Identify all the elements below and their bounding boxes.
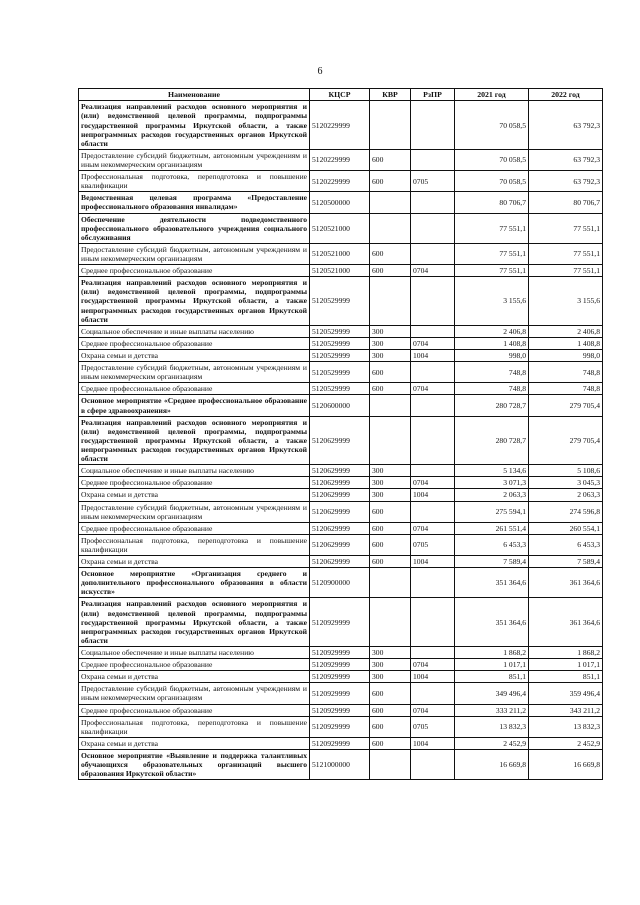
row-2022-cell: 343 211,2 (529, 704, 603, 716)
row-2022-cell: 748,8 (529, 383, 603, 395)
table-row (79, 395, 603, 416)
row-kvr-cell: 300 (370, 349, 411, 361)
table-row (79, 416, 603, 465)
row-name-cell: Основное мероприятие «Организация среднего и дополнительного профессионального образования в области искусств» (79, 568, 310, 598)
row-rzpr-cell (411, 101, 455, 150)
row-2021-cell: 1 868,2 (455, 647, 529, 659)
row-2022-cell: 361 364,6 (529, 568, 603, 598)
header-name: Наименование (79, 89, 310, 101)
row-name-cell: Обеспечение деятельности подведомственного профессионального образовательного учреждения социального обслуживания (79, 213, 310, 243)
row-2021-cell: 7 589,4 (455, 556, 529, 568)
row-2022-cell: 274 596,8 (529, 501, 603, 522)
row-rzpr-cell: 1004 (411, 556, 455, 568)
row-2021-cell: 77 551,1 (455, 213, 529, 243)
row-kcsr-cell: 5120600000 (310, 395, 370, 416)
row-2021-cell: 80 706,7 (455, 192, 529, 213)
row-kcsr-cell: 5120629999 (310, 534, 370, 555)
row-kcsr-cell: 5120929999 (310, 737, 370, 749)
header-row (79, 89, 603, 101)
row-kcsr-cell: 5120521000 (310, 265, 370, 277)
table-row (79, 534, 603, 555)
row-2021-cell: 3 071,3 (455, 477, 529, 489)
row-kcsr-cell: 5120521000 (310, 213, 370, 243)
table-row (79, 556, 603, 568)
table-row (79, 477, 603, 489)
row-name-cell: Среднее профессиональное образование (79, 337, 310, 349)
row-rzpr-cell: 0704 (411, 337, 455, 349)
row-2022-cell: 2 406,8 (529, 325, 603, 337)
row-2022-cell: 361 364,6 (529, 598, 603, 647)
row-kcsr-cell: 5120629999 (310, 416, 370, 465)
row-rzpr-cell: 0705 (411, 171, 455, 192)
row-name-cell: Предоставление субсидий бюджетным, автономным учреждениям и иным некоммерческим организациям (79, 362, 310, 383)
row-name-cell: Реализация направлений расходов основного мероприятия и (или) ведомственной целевой программы, подпрограммы государственной программы Иркутской области, а также непрограммных расходов государственных органов Иркутской области (79, 598, 310, 647)
row-rzpr-cell: 1004 (411, 671, 455, 683)
row-kcsr-cell: 5120929999 (310, 716, 370, 737)
row-2022-cell: 1 017,1 (529, 659, 603, 671)
row-name-cell: Социальное обеспечение и иные выплаты населению (79, 465, 310, 477)
row-2021-cell: 77 551,1 (455, 265, 529, 277)
page-number: 6 (317, 66, 323, 77)
table-row (79, 101, 603, 150)
row-2021-cell: 70 058,5 (455, 171, 529, 192)
table-row (79, 501, 603, 522)
row-name-cell: Основное мероприятие «Среднее профессиональное образование в сфере здравоохранения» (79, 395, 310, 416)
row-name-cell: Реализация направлений расходов основного мероприятия и (или) ведомственной целевой программы, подпрограммы государственной программы Иркутской области, а также непрограммных расходов государственных органов Иркутской области (79, 101, 310, 150)
header-kvr: КВР (370, 89, 411, 101)
row-2022-cell: 279 705,4 (529, 416, 603, 465)
row-2021-cell: 5 134,6 (455, 465, 529, 477)
table-row (79, 325, 603, 337)
row-name-cell: Охрана семьи и детства (79, 737, 310, 749)
row-name-cell: Среднее профессиональное образование (79, 522, 310, 534)
row-2021-cell: 333 211,2 (455, 704, 529, 716)
row-kvr-cell: 600 (370, 556, 411, 568)
row-rzpr-cell (411, 362, 455, 383)
row-kvr-cell: 600 (370, 362, 411, 383)
row-2022-cell: 5 108,6 (529, 465, 603, 477)
row-kcsr-cell: 5120929999 (310, 647, 370, 659)
row-rzpr-cell (411, 465, 455, 477)
row-2021-cell: 748,8 (455, 383, 529, 395)
table-row (79, 489, 603, 501)
row-rzpr-cell: 1004 (411, 489, 455, 501)
row-2022-cell: 63 792,3 (529, 149, 603, 170)
row-rzpr-cell: 0705 (411, 534, 455, 555)
table-row (79, 465, 603, 477)
row-kcsr-cell: 5120629999 (310, 465, 370, 477)
row-2022-cell: 7 589,4 (529, 556, 603, 568)
row-kvr-cell: 300 (370, 659, 411, 671)
row-name-cell: Охрана семьи и детства (79, 556, 310, 568)
row-kvr-cell (370, 277, 411, 326)
table-row (79, 598, 603, 647)
row-name-cell: Предоставление субсидий бюджетным, автономным учреждениям и иным некоммерческим организациям (79, 501, 310, 522)
row-kcsr-cell: 5120500000 (310, 192, 370, 213)
row-2021-cell: 6 453,3 (455, 534, 529, 555)
row-kvr-cell: 300 (370, 647, 411, 659)
row-name-cell: Профессиональная подготовка, переподготовка и повышение квалификации (79, 171, 310, 192)
row-kvr-cell (370, 416, 411, 465)
row-rzpr-cell (411, 213, 455, 243)
row-2022-cell: 63 792,3 (529, 101, 603, 150)
row-2021-cell: 2 063,3 (455, 489, 529, 501)
row-name-cell: Среднее профессиональное образование (79, 265, 310, 277)
row-name-cell: Среднее профессиональное образование (79, 477, 310, 489)
row-rzpr-cell: 0705 (411, 716, 455, 737)
table-row (79, 149, 603, 170)
table-row (79, 704, 603, 716)
row-kcsr-cell: 5120929999 (310, 671, 370, 683)
row-2021-cell: 748,8 (455, 362, 529, 383)
row-2022-cell: 77 551,1 (529, 265, 603, 277)
row-rzpr-cell: 1004 (411, 737, 455, 749)
row-kvr-cell: 600 (370, 243, 411, 264)
table-row (79, 213, 603, 243)
row-2021-cell: 70 058,5 (455, 149, 529, 170)
row-2021-cell: 70 058,5 (455, 101, 529, 150)
row-kvr-cell (370, 750, 411, 780)
row-2022-cell: 6 453,3 (529, 534, 603, 555)
table-row (79, 750, 603, 780)
budget-table (78, 88, 603, 780)
row-kvr-cell (370, 213, 411, 243)
row-kvr-cell: 300 (370, 477, 411, 489)
row-2022-cell: 80 706,7 (529, 192, 603, 213)
row-2021-cell: 998,0 (455, 349, 529, 361)
row-rzpr-cell: 0704 (411, 477, 455, 489)
row-kcsr-cell: 5120529999 (310, 325, 370, 337)
row-kvr-cell (370, 395, 411, 416)
row-2021-cell: 280 728,7 (455, 416, 529, 465)
row-kvr-cell: 600 (370, 265, 411, 277)
row-name-cell: Профессиональная подготовка, переподготовка и повышение квалификации (79, 534, 310, 555)
row-2022-cell: 2 063,3 (529, 489, 603, 501)
header-rzpr: РзПР (411, 89, 455, 101)
row-name-cell: Реализация направлений расходов основного мероприятия и (или) ведомственной целевой программы, подпрограммы государственной программы Иркутской области, а также непрограммных расходов государственных органов Иркутской области (79, 416, 310, 465)
row-kvr-cell (370, 598, 411, 647)
row-kcsr-cell: 5120629999 (310, 489, 370, 501)
row-kvr-cell: 600 (370, 149, 411, 170)
row-kcsr-cell: 5120929999 (310, 598, 370, 647)
row-kcsr-cell: 5120900000 (310, 568, 370, 598)
header-kcsr: КЦСР (310, 89, 370, 101)
table-header (79, 89, 603, 101)
row-2021-cell: 16 669,8 (455, 750, 529, 780)
table-row (79, 383, 603, 395)
row-name-cell: Охрана семьи и детства (79, 349, 310, 361)
table-row (79, 362, 603, 383)
row-rzpr-cell (411, 395, 455, 416)
table-row (79, 349, 603, 361)
row-rzpr-cell (411, 598, 455, 647)
row-kvr-cell: 300 (370, 337, 411, 349)
row-name-cell: Реализация направлений расходов основного мероприятия и (или) ведомственной целевой программы, подпрограммы государственной программы Иркутской области, а также непрограммных расходов государственных органов Иркутской области (79, 277, 310, 326)
table-row (79, 171, 603, 192)
row-kvr-cell (370, 568, 411, 598)
row-kcsr-cell: 5120229999 (310, 149, 370, 170)
row-name-cell: Среднее профессиональное образование (79, 383, 310, 395)
row-name-cell: Предоставление субсидий бюджетным, автономным учреждениям и иным некоммерческим организациям (79, 149, 310, 170)
row-rzpr-cell (411, 192, 455, 213)
row-2022-cell: 260 554,1 (529, 522, 603, 534)
row-2021-cell: 1 408,8 (455, 337, 529, 349)
table-row (79, 716, 603, 737)
row-kvr-cell: 600 (370, 534, 411, 555)
row-2022-cell: 77 551,1 (529, 213, 603, 243)
row-kcsr-cell: 5120529999 (310, 349, 370, 361)
row-name-cell: Основное мероприятие «Выявление и поддержка талантливых обучающихся образовательных организаций высшего образования Иркутской области» (79, 750, 310, 780)
row-kcsr-cell: 5120229999 (310, 171, 370, 192)
row-kvr-cell: 600 (370, 501, 411, 522)
row-2021-cell: 77 551,1 (455, 243, 529, 264)
row-2022-cell: 998,0 (529, 349, 603, 361)
row-2021-cell: 3 155,6 (455, 277, 529, 326)
row-rzpr-cell: 0704 (411, 522, 455, 534)
row-2022-cell: 1 408,8 (529, 337, 603, 349)
row-kvr-cell: 600 (370, 716, 411, 737)
row-rzpr-cell (411, 277, 455, 326)
row-name-cell: Среднее профессиональное образование (79, 659, 310, 671)
row-2022-cell: 3 155,6 (529, 277, 603, 326)
row-2022-cell: 13 832,3 (529, 716, 603, 737)
row-2022-cell: 851,1 (529, 671, 603, 683)
row-rzpr-cell: 0704 (411, 659, 455, 671)
table-row (79, 243, 603, 264)
row-kcsr-cell: 5120929999 (310, 683, 370, 704)
row-kvr-cell: 300 (370, 489, 411, 501)
row-kcsr-cell: 5120521000 (310, 243, 370, 264)
row-2022-cell: 2 452,9 (529, 737, 603, 749)
row-kvr-cell: 300 (370, 465, 411, 477)
row-kcsr-cell: 5120529999 (310, 362, 370, 383)
row-kcsr-cell: 5120529999 (310, 383, 370, 395)
row-rzpr-cell (411, 416, 455, 465)
row-2021-cell: 351 364,6 (455, 568, 529, 598)
row-kcsr-cell: 5121000000 (310, 750, 370, 780)
row-rzpr-cell (411, 750, 455, 780)
row-rzpr-cell (411, 683, 455, 704)
row-kvr-cell: 300 (370, 325, 411, 337)
row-kcsr-cell: 5120629999 (310, 522, 370, 534)
row-name-cell: Ведомственная целевая программа «Предоставление профессионального образования инвалидам» (79, 192, 310, 213)
row-kvr-cell: 600 (370, 522, 411, 534)
row-rzpr-cell (411, 568, 455, 598)
row-rzpr-cell: 0704 (411, 704, 455, 716)
row-kvr-cell: 600 (370, 383, 411, 395)
row-name-cell: Социальное обеспечение и иные выплаты населению (79, 647, 310, 659)
table-row (79, 647, 603, 659)
row-name-cell: Охрана семьи и детства (79, 671, 310, 683)
table-row (79, 522, 603, 534)
table-row (79, 265, 603, 277)
row-kcsr-cell: 5120929999 (310, 659, 370, 671)
row-rzpr-cell: 0704 (411, 383, 455, 395)
row-kvr-cell: 600 (370, 683, 411, 704)
row-2021-cell: 2 452,9 (455, 737, 529, 749)
table-row (79, 683, 603, 704)
table-row (79, 659, 603, 671)
row-2021-cell: 280 728,7 (455, 395, 529, 416)
row-name-cell: Предоставление субсидий бюджетным, автономным учреждениям и иным некоммерческим организациям (79, 243, 310, 264)
row-2021-cell: 1 017,1 (455, 659, 529, 671)
row-2022-cell: 3 045,3 (529, 477, 603, 489)
row-kvr-cell: 600 (370, 171, 411, 192)
row-rzpr-cell (411, 647, 455, 659)
row-2022-cell: 1 868,2 (529, 647, 603, 659)
row-rzpr-cell (411, 325, 455, 337)
row-2021-cell: 2 406,8 (455, 325, 529, 337)
table-row (79, 737, 603, 749)
row-kvr-cell (370, 101, 411, 150)
row-name-cell: Предоставление субсидий бюджетным, автономным учреждениям и иным некоммерческим организациям (79, 683, 310, 704)
table-row (79, 192, 603, 213)
row-2022-cell: 77 551,1 (529, 243, 603, 264)
row-kcsr-cell: 5120629999 (310, 556, 370, 568)
row-2021-cell: 275 594,1 (455, 501, 529, 522)
row-rzpr-cell (411, 243, 455, 264)
table-body (79, 101, 603, 780)
row-2022-cell: 279 705,4 (529, 395, 603, 416)
row-name-cell: Профессиональная подготовка, переподготовка и повышение квалификации (79, 716, 310, 737)
row-kcsr-cell: 5120229999 (310, 101, 370, 150)
table-row (79, 568, 603, 598)
row-2021-cell: 13 832,3 (455, 716, 529, 737)
header-year-2022: 2022 год (529, 89, 603, 101)
row-name-cell: Социальное обеспечение и иные выплаты населению (79, 325, 310, 337)
row-kvr-cell (370, 192, 411, 213)
row-rzpr-cell (411, 149, 455, 170)
row-rzpr-cell: 1004 (411, 349, 455, 361)
row-2022-cell: 63 792,3 (529, 171, 603, 192)
row-2021-cell: 349 496,4 (455, 683, 529, 704)
row-rzpr-cell: 0704 (411, 265, 455, 277)
row-2021-cell: 261 551,4 (455, 522, 529, 534)
row-kcsr-cell: 5120529999 (310, 337, 370, 349)
row-kvr-cell: 600 (370, 737, 411, 749)
row-kcsr-cell: 5120929999 (310, 704, 370, 716)
row-name-cell: Среднее профессиональное образование (79, 704, 310, 716)
table-row (79, 277, 603, 326)
table-row (79, 671, 603, 683)
row-kvr-cell: 600 (370, 704, 411, 716)
row-kcsr-cell: 5120529999 (310, 277, 370, 326)
row-2022-cell: 748,8 (529, 362, 603, 383)
row-2022-cell: 359 496,4 (529, 683, 603, 704)
row-name-cell: Охрана семьи и детства (79, 489, 310, 501)
row-kcsr-cell: 5120629999 (310, 501, 370, 522)
row-kvr-cell: 300 (370, 671, 411, 683)
row-2022-cell: 16 669,8 (529, 750, 603, 780)
row-kcsr-cell: 5120629999 (310, 477, 370, 489)
header-year-2021: 2021 год (455, 89, 529, 101)
row-rzpr-cell (411, 501, 455, 522)
row-2021-cell: 351 364,6 (455, 598, 529, 647)
row-2021-cell: 851,1 (455, 671, 529, 683)
table-row (79, 337, 603, 349)
